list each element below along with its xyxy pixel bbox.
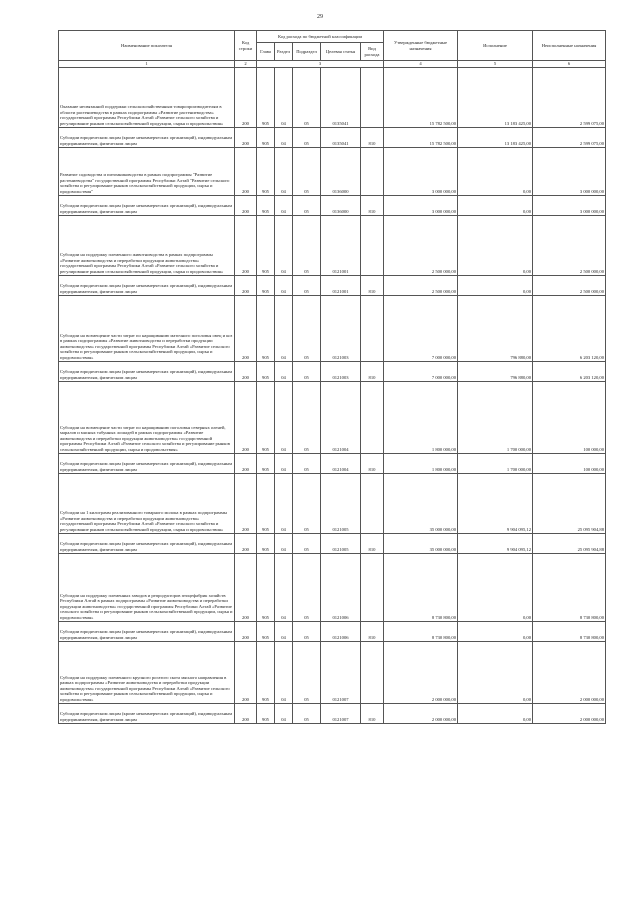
row-glava: 905 [257, 361, 275, 381]
table-row [59, 195, 606, 215]
row-razdel: 04 [275, 147, 293, 195]
row-podrazdel: 05 [293, 381, 321, 453]
row-glava: 905 [257, 453, 275, 473]
header-glava: Глава [257, 43, 275, 61]
row-unexecuted: 3 000 000,00 [533, 147, 606, 195]
header-vid: Вид расхода [361, 43, 384, 61]
table-row [59, 453, 606, 473]
row-glava: 905 [257, 295, 275, 361]
row-podrazdel: 05 [293, 553, 321, 621]
row-execution: 13 183 425,00 [458, 67, 533, 127]
row-execution: 796 880,00 [458, 295, 533, 361]
table-row [59, 473, 606, 533]
header-code: Код строки [235, 31, 257, 61]
row-razdel: 04 [275, 641, 293, 703]
table-body [59, 67, 606, 723]
row-name: Развитие садоводства и питомниководства в рамках подпрограммы "Развитие растениеводства" государственной программы Республики Алтай "Развитие сельского хозяйства и регулирование рынков сельскохозяйственной продукции, сырья и продовольствия" [59, 147, 235, 195]
row-vid: 810 [361, 621, 384, 641]
row-razdel: 04 [275, 453, 293, 473]
row-unexecuted: 3 000 000,00 [533, 195, 606, 215]
header-razdel: Раздел [275, 43, 293, 61]
row-razdel: 04 [275, 295, 293, 361]
row-unexecuted: 100 000,00 [533, 381, 606, 453]
header-podrazdel: Подраздел [293, 43, 321, 61]
row-vid: 810 [361, 703, 384, 723]
row-code: 200 [235, 533, 257, 553]
row-target: 0121005 [321, 473, 361, 533]
row-podrazdel: 05 [293, 453, 321, 473]
header-classification: Код расхода по бюджетной классификации [257, 31, 384, 43]
row-code: 200 [235, 215, 257, 275]
table-row [59, 147, 606, 195]
row-execution: 0,00 [458, 147, 533, 195]
row-razdel: 04 [275, 127, 293, 147]
row-razdel: 04 [275, 275, 293, 295]
row-razdel: 04 [275, 553, 293, 621]
row-execution: 9 904 095,12 [458, 533, 533, 553]
row-code: 200 [235, 295, 257, 361]
row-glava: 905 [257, 533, 275, 553]
row-approved: 15 782 500,00 [384, 67, 458, 127]
row-razdel: 04 [275, 621, 293, 641]
row-execution: 0,00 [458, 641, 533, 703]
row-vid [361, 381, 384, 453]
row-target: 0121003 [321, 295, 361, 361]
row-execution: 0,00 [458, 553, 533, 621]
table-row [59, 641, 606, 703]
row-code: 200 [235, 195, 257, 215]
row-razdel: 04 [275, 361, 293, 381]
row-code: 200 [235, 381, 257, 453]
row-podrazdel: 05 [293, 473, 321, 533]
col-number-3: 3 [257, 61, 384, 68]
row-code: 200 [235, 275, 257, 295]
row-podrazdel: 05 [293, 641, 321, 703]
row-approved: 35 000 000,00 [384, 473, 458, 533]
row-glava: 905 [257, 381, 275, 453]
row-execution: 0,00 [458, 703, 533, 723]
row-code: 200 [235, 127, 257, 147]
col-number-5: 5 [458, 61, 533, 68]
table-row [59, 381, 606, 453]
budget-execution-table [58, 30, 606, 724]
row-execution: 0,00 [458, 275, 533, 295]
row-target: 0135041 [321, 67, 361, 127]
row-execution: 796 880,00 [458, 361, 533, 381]
row-code: 200 [235, 473, 257, 533]
row-name: Субсидии юридическим лицам (кроме некоммерческих организаций), индивидуальным предпринимателям, физическим лицам [59, 453, 235, 473]
header-target: Целевая статья [321, 43, 361, 61]
row-target: 0121006 [321, 621, 361, 641]
row-name: Оказание несвязанной поддержки сельскохозяйственным товаропроизводителям в области растениеводства в рамках подпрограммы «Развитие растениеводства» государственной программы Республики Алтай «Развитие сельского хозяйства и регулирование рынков сельскохозяйственной продукции, сырья и продовольствия» [59, 67, 235, 127]
row-razdel: 04 [275, 473, 293, 533]
row-name: Субсидии на поддержку племенных заводов и репродукторов птицефабрик хозяйств Республики Алтай в рамках подпрограммы «Развитие животноводства и переработки продукции животноводства» государственной программы Республики Алтай «Развитие сельского хозяйства и регулирование рынков сельскохозяйственной продукции, сырья и продовольствия» [59, 553, 235, 621]
row-name: Субсидии на 1 килограмм реализованного товарного молока в рамках подпрограммы «Развитие животноводства и переработки продукции животноводства» государственной программы Республики Алтай «Развитие сельского хозяйства и регулирование рынков сельскохозяйственной продукции, сырья и продовольствия» [59, 473, 235, 533]
table-row [59, 275, 606, 295]
table-row [59, 533, 606, 553]
row-podrazdel: 05 [293, 295, 321, 361]
row-vid [361, 295, 384, 361]
row-podrazdel: 05 [293, 195, 321, 215]
row-unexecuted: 25 095 904,88 [533, 533, 606, 553]
row-vid [361, 147, 384, 195]
col-number-6: 6 [533, 61, 606, 68]
row-vid: 810 [361, 453, 384, 473]
row-target: 0121004 [321, 453, 361, 473]
row-approved: 2 500 000,00 [384, 275, 458, 295]
row-execution: 0,00 [458, 621, 533, 641]
row-approved: 7 000 000,00 [384, 361, 458, 381]
row-target: 0121005 [321, 533, 361, 553]
row-unexecuted: 25 095 904,88 [533, 473, 606, 533]
table-row [59, 67, 606, 127]
header-approved: Утвержденные бюджетные назначения [384, 31, 458, 61]
header-unexecuted: Неисполненные назначения [533, 31, 606, 61]
row-execution: 0,00 [458, 195, 533, 215]
row-approved: 1 800 000,00 [384, 453, 458, 473]
row-podrazdel: 05 [293, 275, 321, 295]
page-number: 29 [317, 14, 323, 20]
row-name: Субсидии на поддержку племенного животноводства в рамках подпрограммы «Развитие животноводства и переработки продукции животноводства» государственной программы Республики Алтай «Развитие сельского хозяйства и регулирование рынков сельскохозяйственной продукции, сырья и продовольствия» [59, 215, 235, 275]
row-podrazdel: 05 [293, 533, 321, 553]
row-execution: 1 700 000,00 [458, 453, 533, 473]
row-podrazdel: 05 [293, 703, 321, 723]
row-target: 0121001 [321, 275, 361, 295]
row-code: 200 [235, 703, 257, 723]
row-name: Субсидии на поддержку племенного крупного рогатого скота мясного направления в рамках подпрограммы «Развитие животноводства и переработки продукции животноводства» государственной программы Республики Алтай «Развитие сельского хозяйства и регулирование рынков сельскохозяйственной продукции, сырья и продовольствия» [59, 641, 235, 703]
row-glava: 905 [257, 621, 275, 641]
row-approved: 8 730 800,00 [384, 553, 458, 621]
row-vid [361, 473, 384, 533]
row-target: 0121001 [321, 215, 361, 275]
row-target: 0136000 [321, 147, 361, 195]
row-vid: 810 [361, 275, 384, 295]
row-name: Субсидии юридическим лицам (кроме некоммерческих организаций), индивидуальным предпринимателям, физическим лицам [59, 275, 235, 295]
row-glava: 905 [257, 703, 275, 723]
row-podrazdel: 05 [293, 127, 321, 147]
row-glava: 905 [257, 147, 275, 195]
row-name: Субсидии юридическим лицам (кроме некоммерческих организаций), индивидуальным предпринимателям, физическим лицам [59, 533, 235, 553]
row-razdel: 04 [275, 195, 293, 215]
row-vid [361, 641, 384, 703]
row-glava: 905 [257, 473, 275, 533]
row-podrazdel: 05 [293, 361, 321, 381]
row-execution: 13 183 425,00 [458, 127, 533, 147]
row-podrazdel: 05 [293, 621, 321, 641]
row-code: 200 [235, 553, 257, 621]
row-name: Субсидии юридическим лицам (кроме некоммерческих организаций), индивидуальным предпринимателям, физическим лицам [59, 703, 235, 723]
row-unexecuted: 8 730 800,00 [533, 553, 606, 621]
row-vid [361, 67, 384, 127]
table-row [59, 127, 606, 147]
col-number-2: 2 [235, 61, 257, 68]
row-execution: 0,00 [458, 215, 533, 275]
row-unexecuted: 8 730 800,00 [533, 621, 606, 641]
row-unexecuted: 2 500 000,00 [533, 215, 606, 275]
row-vid: 810 [361, 195, 384, 215]
table-row [59, 621, 606, 641]
row-target: 0121004 [321, 381, 361, 453]
table-row [59, 553, 606, 621]
row-podrazdel: 05 [293, 215, 321, 275]
row-glava: 905 [257, 553, 275, 621]
row-glava: 905 [257, 215, 275, 275]
row-unexecuted: 2 500 000,00 [533, 275, 606, 295]
row-razdel: 04 [275, 215, 293, 275]
row-target: 0121007 [321, 703, 361, 723]
row-razdel: 04 [275, 533, 293, 553]
row-target: 0121007 [321, 641, 361, 703]
row-name: Субсидии юридическим лицам (кроме некоммерческих организаций), индивидуальным предпринимателям, физическим лицам [59, 621, 235, 641]
row-name: Субсидии на возмещение части затрат по наращиванию поголовья северных оленей, маралов и мясных табунных лошадей в рамках подпрограммы «Развитие животноводства и переработки продукции животноводства» государственной программы Республики Алтай «Развитие сельского хозяйства и регулирование рынков сельскохозяйственной продукции, сырья и продовольствия» [59, 381, 235, 453]
table-header [59, 31, 606, 68]
row-podrazdel: 05 [293, 147, 321, 195]
row-name: Субсидии на возмещение части затрат по наращиванию маточного поголовья овец и коз в рамках подпрограммы «Развитие животноводства и переработки продукции животноводства» государственной программы Республики Алтай «Развитие сельского хозяйства и регулирование рынков сельскохозяйственной продукции, сырья и продовольствия» [59, 295, 235, 361]
row-unexecuted: 2 000 000,00 [533, 641, 606, 703]
table-row [59, 215, 606, 275]
row-approved: 3 000 000,00 [384, 147, 458, 195]
header-name: Наименование показателя [59, 31, 235, 61]
row-code: 200 [235, 621, 257, 641]
row-name: Субсидии юридическим лицам (кроме некоммерческих организаций), индивидуальным предпринимателям, физическим лицам [59, 127, 235, 147]
row-execution: 1 700 000,00 [458, 381, 533, 453]
table-row [59, 703, 606, 723]
row-approved: 2 000 000,00 [384, 641, 458, 703]
row-glava: 905 [257, 127, 275, 147]
row-approved: 3 000 000,00 [384, 195, 458, 215]
row-approved: 2 500 000,00 [384, 215, 458, 275]
row-glava: 905 [257, 641, 275, 703]
row-target: 0136000 [321, 195, 361, 215]
col-number-1: 1 [59, 61, 235, 68]
row-approved: 1 800 000,00 [384, 381, 458, 453]
row-unexecuted: 6 203 120,00 [533, 361, 606, 381]
row-approved: 7 000 000,00 [384, 295, 458, 361]
row-name: Субсидии юридическим лицам (кроме некоммерческих организаций), индивидуальным предпринимателям, физическим лицам [59, 361, 235, 381]
row-unexecuted: 2 000 000,00 [533, 703, 606, 723]
row-vid [361, 215, 384, 275]
row-execution: 9 904 095,12 [458, 473, 533, 533]
row-vid: 810 [361, 127, 384, 147]
row-unexecuted: 2 599 075,00 [533, 127, 606, 147]
row-code: 200 [235, 641, 257, 703]
row-vid: 810 [361, 361, 384, 381]
row-code: 200 [235, 67, 257, 127]
row-glava: 905 [257, 275, 275, 295]
row-razdel: 04 [275, 703, 293, 723]
table-row [59, 295, 606, 361]
row-approved: 15 782 500,00 [384, 127, 458, 147]
row-code: 200 [235, 147, 257, 195]
row-glava: 905 [257, 195, 275, 215]
row-target: 0121006 [321, 553, 361, 621]
row-target: 0135041 [321, 127, 361, 147]
row-vid: 810 [361, 533, 384, 553]
row-code: 200 [235, 453, 257, 473]
row-vid [361, 553, 384, 621]
row-unexecuted: 2 599 075,00 [533, 67, 606, 127]
row-razdel: 04 [275, 67, 293, 127]
col-number-4: 4 [384, 61, 458, 68]
row-approved: 2 000 000,00 [384, 703, 458, 723]
row-unexecuted: 100 000,00 [533, 453, 606, 473]
row-podrazdel: 05 [293, 67, 321, 127]
row-target: 0121003 [321, 361, 361, 381]
row-code: 200 [235, 361, 257, 381]
header-execution: Исполнение [458, 31, 533, 61]
row-name: Субсидии юридическим лицам (кроме некоммерческих организаций), индивидуальным предпринимателям, физическим лицам [59, 195, 235, 215]
row-glava: 905 [257, 67, 275, 127]
row-unexecuted: 6 203 120,00 [533, 295, 606, 361]
row-razdel: 04 [275, 381, 293, 453]
table-row [59, 361, 606, 381]
row-approved: 35 000 000,00 [384, 533, 458, 553]
row-approved: 8 730 800,00 [384, 621, 458, 641]
